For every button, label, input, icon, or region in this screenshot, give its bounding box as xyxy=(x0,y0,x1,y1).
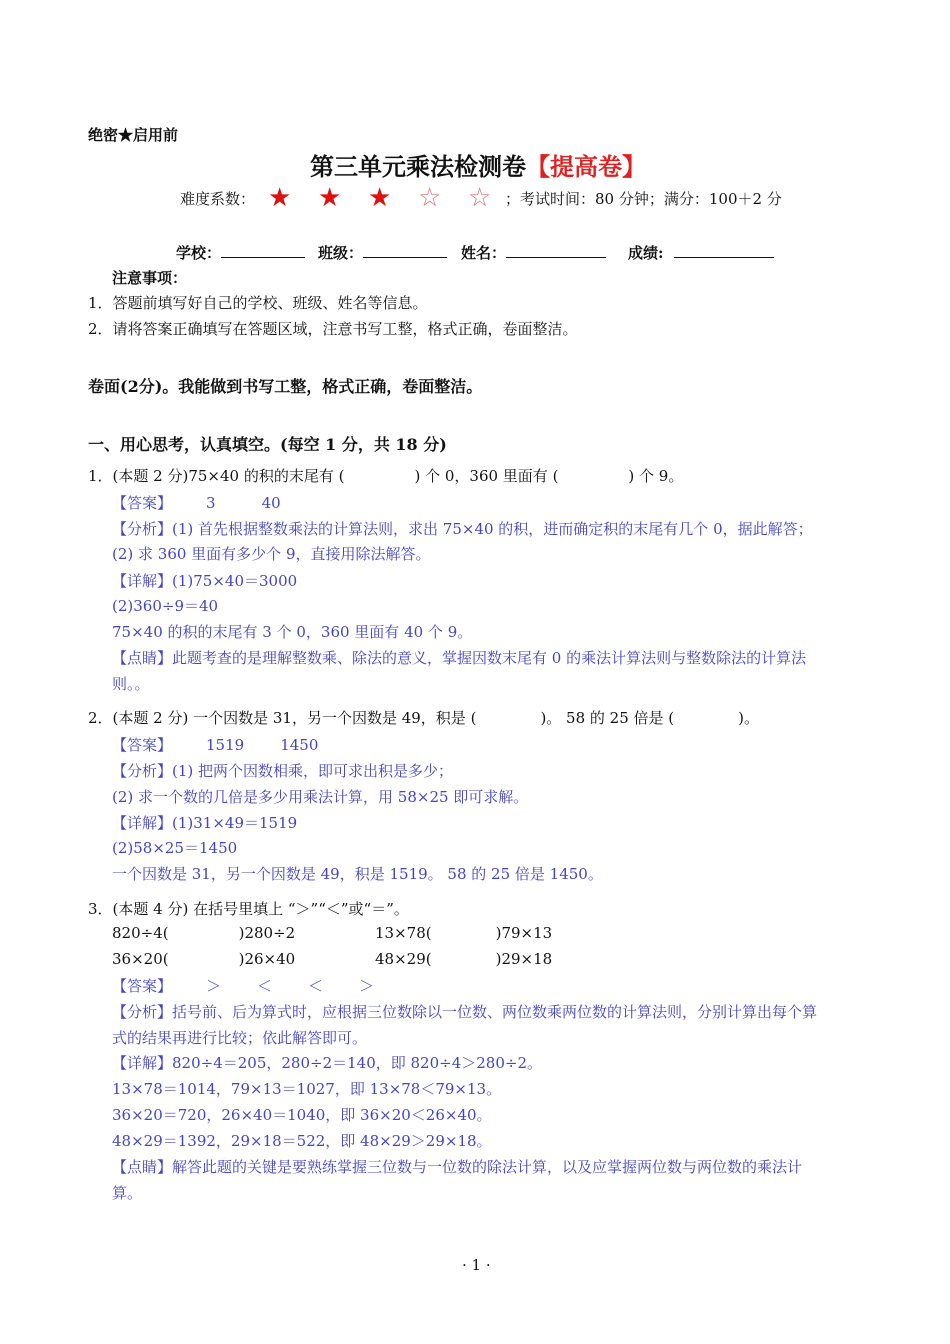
q3-answer-2: ＜ xyxy=(257,977,273,995)
q2-text-c: )。 xyxy=(738,709,760,727)
notes-title: 注意事项： xyxy=(112,269,188,287)
q3-analysis-1: 【分析】括号前、后为算式时，应根据三位数除以一位数、两位数乘两位数的计算法则，分别计算出每个算 xyxy=(112,1003,818,1021)
score-label: 成绩: xyxy=(628,244,664,262)
school-blank[interactable] xyxy=(221,241,305,258)
answer-label: 【答案】 xyxy=(112,977,173,995)
class-blank[interactable] xyxy=(363,241,447,258)
q3-expr: )26×40 xyxy=(238,950,296,968)
q3-expr: 820÷4( xyxy=(112,924,169,942)
q3-comment-1: 【点睛】解答此题的关键是要熟练掌握三位数与一位数的除法计算，以及应掌握两位数与两位数的乘法计 xyxy=(112,1158,803,1176)
school-label: 学校： xyxy=(176,244,222,262)
q1-comment-1: 【点睛】此题考查的是理解整数乘、除法的意义，掌握因数末尾有 0 的乘法计算法则与整数除法的计算法 xyxy=(112,649,807,667)
q1-answer xyxy=(112,492,281,513)
school-field xyxy=(176,241,305,263)
q3-answer xyxy=(112,975,374,996)
q1-text-a: 1．(本题 2 分)75×40 的积的末尾有 ( xyxy=(88,467,345,485)
name-label: 姓名： xyxy=(461,244,507,262)
q2-detail-2: (2)58×25＝1450 xyxy=(112,839,238,857)
page-number: · 1 · xyxy=(462,1256,491,1274)
class-field xyxy=(318,241,447,263)
exam-time-info: ；考试时间：80 分钟；满分：100＋2 分 xyxy=(505,190,782,208)
star-filled-icon: ★ xyxy=(268,183,292,213)
q3-detail-3: 36×20＝720，26×40＝1040，即 36×20＜26×40。 xyxy=(112,1106,492,1124)
q1-analysis-2: (2) 求 360 里面有多少个 9，直接用除法解答。 xyxy=(112,545,431,563)
name-blank[interactable] xyxy=(506,241,606,258)
q1-answer-2: 40 xyxy=(261,494,281,512)
q1-answer-1: 3 xyxy=(206,494,216,512)
note-item-1: 1．答题前填写好自己的学校、班级、姓名等信息。 xyxy=(88,294,428,312)
star-empty-icon: ☆ xyxy=(468,183,492,213)
page-title xyxy=(310,147,646,182)
q3-row-2-right xyxy=(375,950,552,968)
difficulty-label: 难度系数： xyxy=(180,190,256,208)
note-item-2: 2．请将答案正确填写在答题区域，注意书写工整，格式正确，卷面整洁。 xyxy=(88,320,578,338)
question-2 xyxy=(88,707,759,728)
question-1 xyxy=(88,465,683,486)
star-filled-icon: ★ xyxy=(318,183,342,213)
q2-answer-2: 1450 xyxy=(280,736,319,754)
confidential-label: 绝密★启用前 xyxy=(88,126,179,144)
q2-detail-3: 一个因数是 31，另一个因数是 49，积是 1519。 58 的 25 倍是 1450。 xyxy=(112,865,603,883)
q3-row-1-right xyxy=(375,924,552,942)
score-field xyxy=(628,241,774,263)
q3-expr: 36×20( xyxy=(112,950,169,968)
score-blank[interactable] xyxy=(674,241,774,258)
q3-comment-2: 算。 xyxy=(112,1184,143,1202)
q3-answer-4: ＞ xyxy=(359,977,375,995)
q3-expr: 13×78( xyxy=(375,924,432,942)
answer-label: 【答案】 xyxy=(112,494,173,512)
answer-label: 【答案】 xyxy=(112,736,173,754)
q1-detail-1: 【详解】(1)75×40＝3000 xyxy=(112,572,298,590)
q2-detail-1: 【详解】(1)31×49＝1519 xyxy=(112,814,298,832)
q3-row-1-left xyxy=(112,924,295,942)
q3-expr: )280÷2 xyxy=(238,924,296,942)
q1-detail-3: 75×40 的积的末尾有 3 个 0，360 里面有 40 个 9。 xyxy=(112,623,473,641)
q3-row-2-left xyxy=(112,950,295,968)
q2-analysis-2: (2) 求一个数的几倍是多少用乘法计算，用 58×25 即可求解。 xyxy=(112,788,529,806)
q3-answer-3: ＜ xyxy=(308,977,324,995)
q3-analysis-2: 式的结果再进行比较；依此解答即可。 xyxy=(112,1029,368,1047)
q2-answer-1: 1519 xyxy=(206,736,245,754)
q3-answer-1: ＞ xyxy=(206,977,222,995)
title-main: 第三单元乘法检测卷 xyxy=(310,152,526,181)
star-filled-icon: ★ xyxy=(368,183,392,213)
q2-text-b: )。 58 的 25 倍是 ( xyxy=(540,709,675,727)
q1-analysis-1: 【分析】(1) 首先根据整数乘法的计算法则，求出 75×40 的积，进而确定积的末尾有几个 0，据此解答； xyxy=(112,520,813,538)
q2-text-a: 2．(本题 2 分) 一个因数是 31，另一个因数是 49，积是 ( xyxy=(88,709,477,727)
q2-analysis-1: 【分析】(1) 把两个因数相乘，即可求出积是多少； xyxy=(112,762,454,780)
q1-text-b: ) 个 0，360 里面有 ( xyxy=(414,467,559,485)
q3-detail-2: 13×78＝1014，79×13＝1027，即 13×78＜79×13。 xyxy=(112,1080,502,1098)
q1-comment-2: 则。。 xyxy=(112,675,150,693)
star-empty-icon: ☆ xyxy=(418,183,442,213)
name-field xyxy=(461,241,606,263)
neatness-statement: 卷面(2分)。我能做到书写工整，格式正确，卷面整洁。 xyxy=(88,377,483,396)
q3-detail-4: 48×29＝1392，29×18＝522，即 48×29＞29×18。 xyxy=(112,1132,492,1150)
q3-expr: )79×13 xyxy=(495,924,553,942)
q3-detail-1: 【详解】820÷4＝205，280÷2＝140，即 820÷4＞280÷2。 xyxy=(112,1054,542,1072)
q3-expr: 48×29( xyxy=(375,950,432,968)
section-1-title: 一、用心思考，认真填空。(每空 1 分，共 18 分) xyxy=(88,435,447,454)
title-tag: 【提高卷】 xyxy=(526,152,646,181)
q1-detail-2: (2)360÷9＝40 xyxy=(112,597,219,615)
q3-expr: )29×18 xyxy=(495,950,553,968)
question-3: 3．(本题 4 分) 在括号里填上 “＞”“＜”或“＝”。 xyxy=(88,900,409,918)
q1-text-c: ) 个 9。 xyxy=(628,467,684,485)
q2-answer xyxy=(112,734,318,755)
class-label: 班级： xyxy=(318,244,364,262)
